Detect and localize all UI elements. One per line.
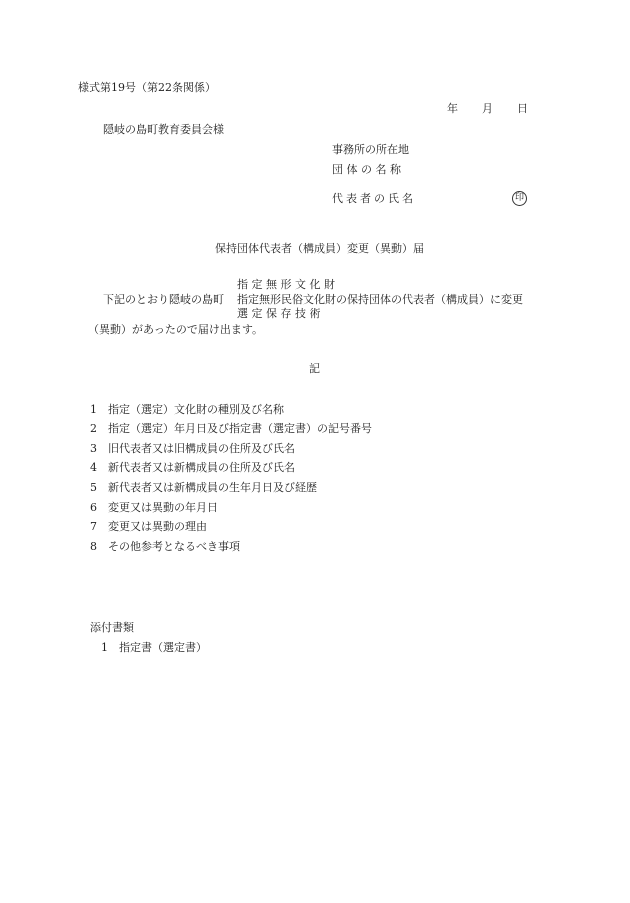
document-title: 保持団体代表者（構成員）変更（異動）届 xyxy=(215,242,424,255)
list-item: 1 指定（選定）文化財の種別及び名称 xyxy=(90,403,284,416)
list-item: 2 指定（選定）年月日及び指定書（選定書）の記号番号 xyxy=(90,422,372,435)
date-year-label: 年 xyxy=(447,102,458,115)
seal-mark: 印 xyxy=(512,191,527,206)
list-item: 4 新代表者又は新構成員の住所及び氏名 xyxy=(90,461,295,474)
body-prefix: 下記のとおり隠岐の島町 xyxy=(103,293,224,306)
list-item: 3 旧代表者又は旧構成員の住所及び氏名 xyxy=(90,442,295,455)
list-item: 8 その他参考となるべき事項 xyxy=(90,540,240,553)
addressee: 隠岐の島町教育委員会様 xyxy=(103,123,224,136)
attachments-heading: 添付書類 xyxy=(90,621,134,634)
option-designated-intangible: 指 定 無 形 文 化 財 xyxy=(237,278,335,291)
list-item: 7 変更又は異動の理由 xyxy=(90,520,207,533)
option-folk-intangible: 指定無形民俗文化財の保持団体の代表者（構成員）に変更 xyxy=(237,293,523,306)
form-number: 様式第19号（第22条関係） xyxy=(78,81,216,94)
date-day-label: 日 xyxy=(517,102,528,115)
group-name-label: 団 体 の 名 称 xyxy=(332,163,401,176)
ki-heading: 記 xyxy=(309,362,320,375)
list-item: 6 変更又は異動の年月日 xyxy=(90,501,218,514)
representative-label: 代表者の氏名 xyxy=(332,192,416,205)
body-continuation: （異動）があったので届け出ます。 xyxy=(88,323,264,336)
date-month-label: 月 xyxy=(482,102,493,115)
list-item: 5 新代表者又は新構成員の生年月日及び経歴 xyxy=(90,481,317,494)
option-conservation-technique: 選 定 保 存 技 術 xyxy=(237,307,321,320)
office-location-label: 事務所の所在地 xyxy=(332,143,409,156)
attachment-item: 1 指定書（選定書） xyxy=(101,641,207,654)
